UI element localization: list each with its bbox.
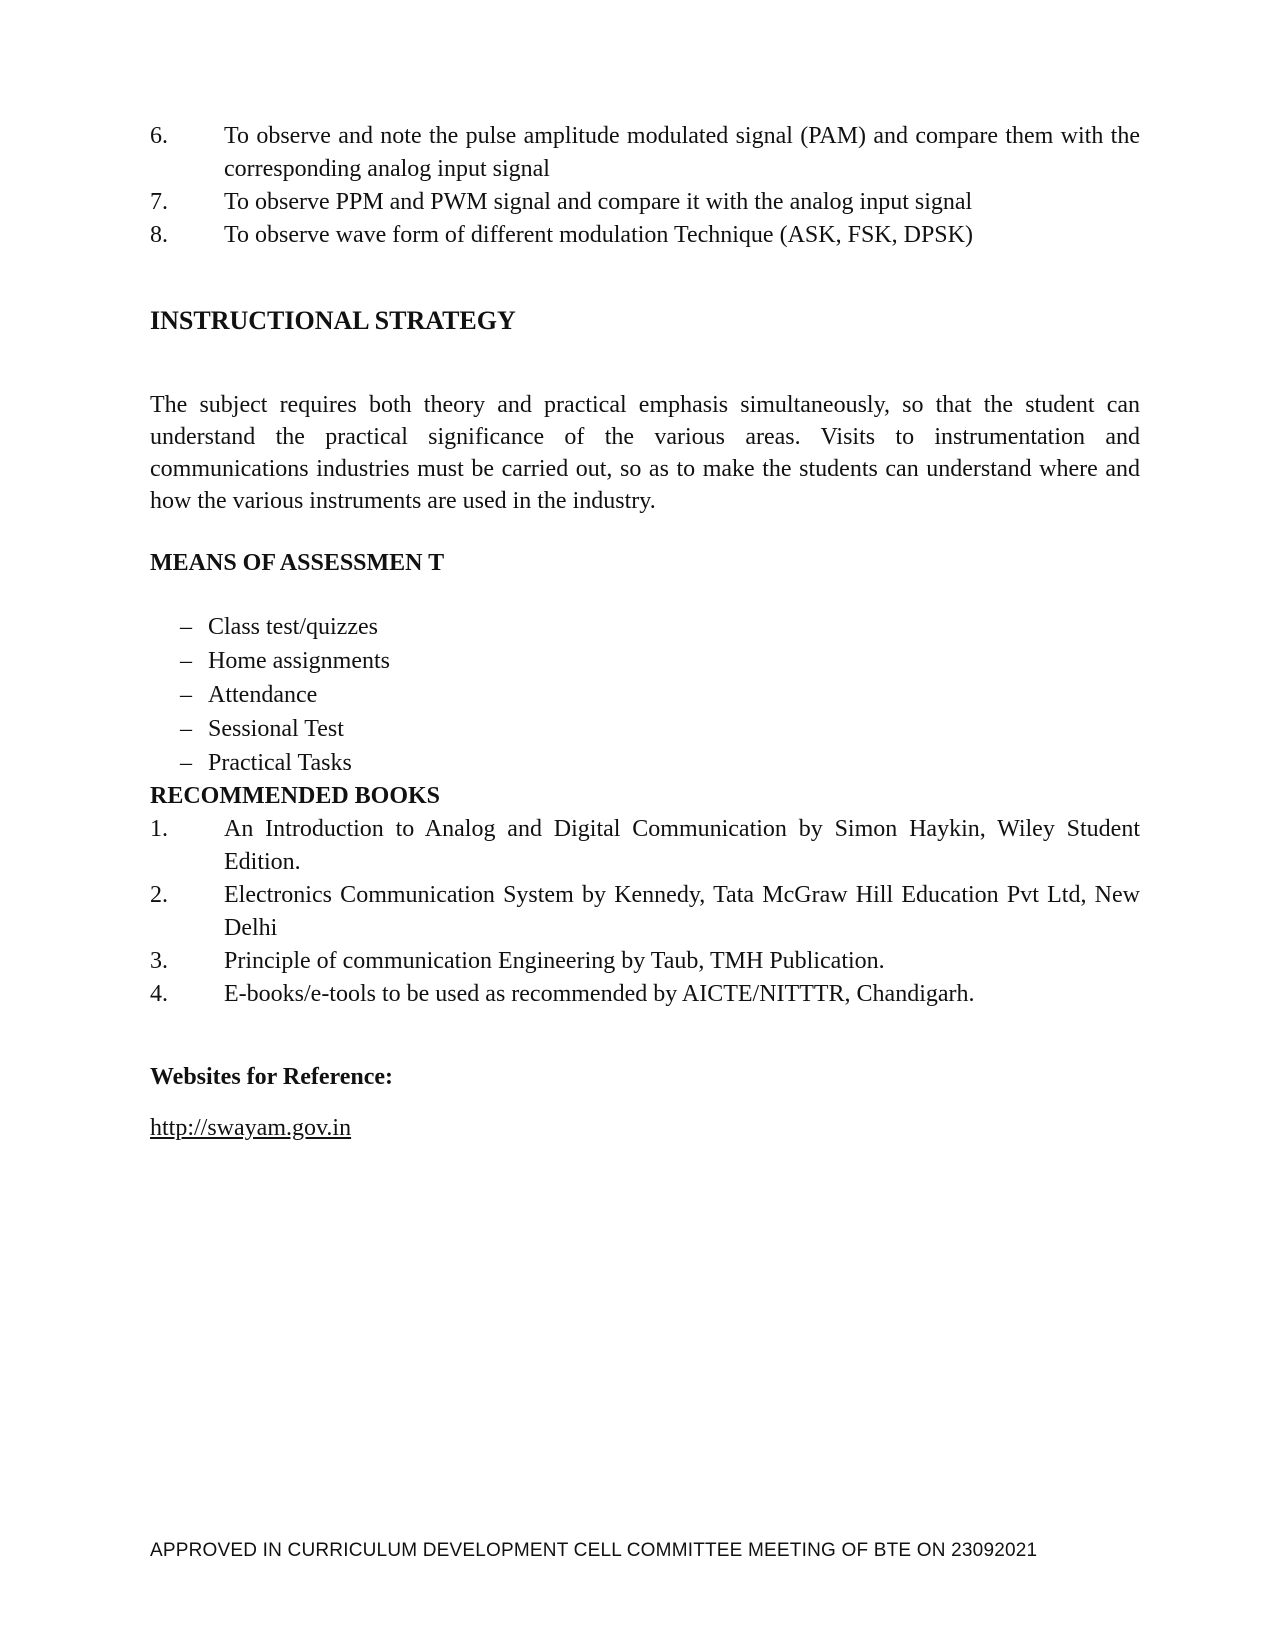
list-number: 4.: [150, 981, 168, 1007]
assessment-list: [150, 610, 1140, 780]
list-item: [150, 644, 1140, 678]
list-number: 6.: [150, 123, 168, 149]
list-text: Principle of communication Engineering by Taub, TMH Publication.: [224, 948, 885, 974]
list-item: [150, 712, 1140, 746]
list-text: Attendance: [208, 682, 318, 708]
dash-bullet: –: [180, 614, 192, 640]
dash-bullet: –: [180, 648, 192, 674]
list-item: [150, 186, 1140, 219]
dash-bullet: –: [180, 750, 192, 776]
list-item: [150, 978, 1140, 1011]
list-text: Electronics Communication System by Kennedy, Tata McGraw Hill Education Pvt Ltd, New Delhi: [224, 882, 1140, 941]
list-text: To observe and note the pulse amplitude modulated signal (PAM) and compare them with the corresponding analog input signal: [224, 123, 1140, 182]
websites-heading: Websites for Reference:: [150, 1064, 394, 1090]
list-number: 7.: [150, 189, 168, 215]
list-number: 3.: [150, 948, 168, 974]
list-text: E-books/e-tools to be used as recommended by AICTE/NITTTR, Chandigarh.: [224, 981, 975, 1007]
list-text: Practical Tasks: [208, 750, 352, 776]
list-item: [150, 746, 1140, 780]
list-item: [150, 120, 1140, 186]
list-text: Home assignments: [208, 648, 390, 674]
list-text: Class test/quizzes: [208, 614, 378, 640]
instructional-strategy-paragraph: The subject requires both theory and practical emphasis simultaneously, so that the student can understand the practical significance of the various areas. Visits to instrumentation and communications industries must be carried out, so as to make the students can understand where and how the various instruments are used in the industry.: [150, 392, 1140, 514]
approval-footer: APPROVED IN CURRICULUM DEVELOPMENT CELL COMMITTEE MEETING OF BTE ON 23092021: [150, 1540, 1038, 1561]
list-item: [150, 879, 1140, 945]
experiment-list: [150, 120, 1140, 252]
instructional-strategy-heading: INSTRUCTIONAL STRATEGY: [150, 306, 516, 335]
list-item: [150, 610, 1140, 644]
list-text: To observe PPM and PWM signal and compare it with the analog input signal: [224, 189, 973, 215]
list-text: To observe wave form of different modulation Technique (ASK, FSK, DPSK): [224, 222, 973, 248]
page-content: [150, 120, 1140, 1145]
books-list: [150, 813, 1140, 1011]
assessment-heading: MEANS OF ASSESSMEN T: [150, 550, 445, 576]
list-number: 8.: [150, 222, 168, 248]
list-item: [150, 813, 1140, 879]
list-number: 2.: [150, 882, 168, 908]
recommended-books-heading: RECOMMENDED BOOKS: [150, 783, 441, 809]
list-number: 1.: [150, 816, 168, 842]
list-item: [150, 219, 1140, 252]
dash-bullet: –: [180, 682, 192, 708]
list-item: [150, 678, 1140, 712]
reference-link[interactable]: http://swayam.gov.in: [150, 1115, 352, 1141]
list-text: Sessional Test: [208, 716, 344, 742]
list-item: [150, 945, 1140, 978]
dash-bullet: –: [180, 716, 192, 742]
list-text: An Introduction to Analog and Digital Communication by Simon Haykin, Wiley Student Edition.: [224, 816, 1140, 875]
